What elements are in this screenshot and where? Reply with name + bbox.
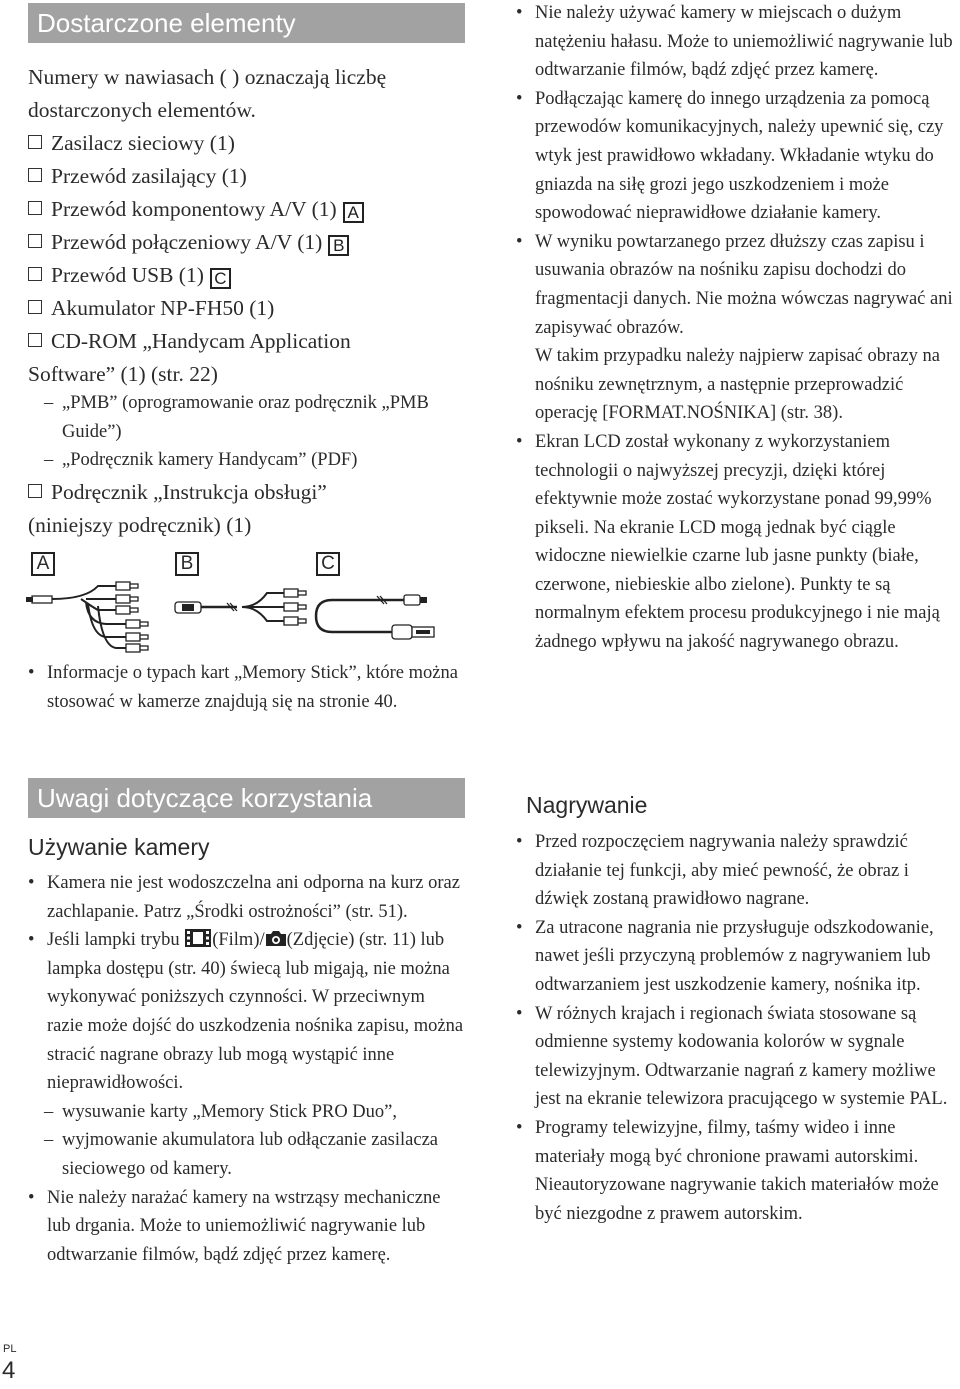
cdrom-sub-1: – „PMB” (oprogramowanie oraz podręcznik „PMB Guide”) bbox=[28, 389, 465, 446]
note-dash-2: – wyjmowanie akumulatora lub odłączanie zasilacza sieciowego od kamery. bbox=[28, 1126, 465, 1183]
camera-usage-notes bbox=[28, 869, 465, 1269]
film-mode-icon bbox=[184, 928, 212, 948]
note-test-recording: • Przed rozpoczęciem nagrywania należy sprawdzić działanie tej funkcji, aby mieć pewność, że obraz i dźwięk zostaną prawidłowo nagrane. bbox=[516, 828, 956, 914]
manual-line-2: (niniejszy podręcznik) (1) bbox=[28, 513, 252, 537]
note-noise: • Nie należy używać kamery w miejscach o dużym natężeniu hałasu. Może to uniemożliwić nagrywanie lub odtwarzanie filmów, bądź zdjęć przez kamerę. bbox=[516, 0, 956, 85]
photo-mode-icon bbox=[265, 929, 287, 947]
checkbox-icon bbox=[28, 333, 42, 347]
label-c-icon: C bbox=[210, 268, 231, 289]
component-av-cable-image bbox=[26, 578, 156, 656]
subheading-using-camera: Używanie kamery bbox=[28, 834, 210, 860]
cdrom-contents bbox=[28, 389, 465, 475]
note-cables: • Podłączając kamerę do innego urządzenia za pomocą przewodów komunikacyjnych, należy upewnić się, czy wtyk jest prawidłowo wkładany. Wkładanie wtyku do gniazda na siłę grozi jego uszkodzeniem i może spowodować nieprawidłowe działanie kamery. bbox=[516, 85, 956, 228]
item-2: Przewód zasilający (1) bbox=[28, 160, 465, 193]
checkbox-icon bbox=[28, 135, 42, 149]
section-title-supplied-items: Dostarczone elementy bbox=[28, 3, 465, 43]
note-fragmentation: • W wyniku powtarzanego przez dłuższy czas zapisu i usuwania obrazów na nośniku zapisu dochodzi do fragmentacji danych. Nie można wówczas nagrywać ani zapisywać obrazów. W takim przypadku należy najpierw zapisać obrazy na nośniku zewnętrznym, a następnie przeprowadzić operację [FORMAT.NOŚNIKA] (str. 38). bbox=[516, 228, 956, 428]
checkbox-icon bbox=[28, 300, 42, 314]
checkbox-icon bbox=[28, 201, 42, 215]
note-dash-1: – wysuwanie karty „Memory Stick PRO Duo”, bbox=[28, 1098, 465, 1127]
note-waterproof: • Kamera nie jest wodoszczelna ani odporna na kurz oraz zachlapanie. Patrz „Środki ostrożności” (str. 51). bbox=[28, 869, 465, 926]
intro-text: Numery w nawiasach ( ) oznaczają liczbę dostarczonych elementów. bbox=[28, 65, 387, 122]
item-3: Przewód komponentowy A/V (1) A bbox=[28, 193, 465, 226]
image-label-b: B bbox=[175, 552, 199, 576]
note-lamps: • Jeśli lampki trybu (Film)/ (Zdjęcie) (str. 11) lub lampka dostępu (str. 40) świecą lub migają, nie można wykonywać poniższych czynności. W przeciwnym razie może dojść do uszkodzenia nośnika zapisu, można stracić nagrane obrazy lub mogą wystąpić inne nieprawidłowości. bbox=[28, 926, 465, 1098]
item-1: Zasilacz sieciowy (1) bbox=[28, 127, 465, 160]
memory-stick-bullet: • Informacje o typach kart „Memory Stick”, które można stosować w kamerze znajdują się na stronie 40. bbox=[28, 659, 465, 716]
item-cdrom: CD-ROM „Handycam Application bbox=[28, 325, 465, 358]
note-shock: • Nie należy narażać kamery na wstrząsy mechaniczne lub drgania. Może to uniemożliwić nagrywanie lub odtwarzanie filmów, bądź zdjęć przez kamerę. bbox=[28, 1184, 465, 1270]
note-color-systems: • W różnych krajach i regionach świata stosowane są odmienne systemy kodowania kolorów w sygnale telewizyjnym. Odtwarzanie nagrań z kamery możliwe jest na ekranie telewizora pracującego w systemie PAL. bbox=[516, 1000, 956, 1114]
recording-notes bbox=[516, 828, 956, 1228]
label-a-icon: A bbox=[343, 202, 364, 223]
item-4: Przewód połączeniowy A/V (1) B bbox=[28, 226, 465, 259]
supplied-items-list bbox=[28, 61, 465, 391]
subheading-recording: Nagrywanie bbox=[526, 792, 648, 818]
checkbox-icon bbox=[28, 267, 42, 281]
language-code: PL bbox=[3, 1343, 17, 1355]
image-label-a: A bbox=[31, 552, 55, 576]
image-label-c: C bbox=[316, 552, 340, 576]
checkbox-icon bbox=[28, 234, 42, 248]
checkbox-icon bbox=[28, 484, 42, 498]
manual-item bbox=[28, 476, 465, 542]
av-connection-cable-image bbox=[172, 584, 312, 632]
section-title-usage-notes: Uwagi dotyczące korzystania bbox=[28, 778, 465, 818]
item-5: Przewód USB (1) C bbox=[28, 259, 465, 292]
page-number: 4 bbox=[2, 1357, 16, 1384]
label-b-icon: B bbox=[328, 235, 349, 256]
note-lcd: • Ekran LCD został wykonany z wykorzystaniem technologii o najwyższej precyzji, dzięki której efektywnie może zostać wykorzystane ponad 99,99% pikseli. Na ekranie LCD mogą jednak być ciągle widoczne niewielkie czarne lub jasne punkty (białe, czerwone, niebieskie albo zielone). Punkty te są normalnym efektem procesu produkcyjnego i nie mają żadnego wpływu na jakość nagrywanego obrazu. bbox=[516, 428, 956, 657]
manual-line-1: Podręcznik „Instrukcja obsługi” bbox=[28, 476, 465, 509]
note-compensation: • Za utracone nagrania nie przysługuje odszkodowanie, nawet jeśli przyczyną problemów z nagrywaniem lub odtwarzaniem jest uszkodzenie kamery, nośnika itp. bbox=[516, 914, 956, 1000]
cdrom-sub-2: – „Podręcznik kamery Handycam” (PDF) bbox=[28, 446, 465, 475]
usb-cable-image bbox=[312, 590, 440, 642]
item-cdrom-cont: Software” (1) (str. 22) bbox=[28, 362, 218, 386]
memory-stick-note bbox=[28, 659, 465, 716]
note-copyright: • Programy telewizyjne, filmy, taśmy wideo i inne materiały mogą być chronione prawami autorskimi. Nieautoryzowane nagrywanie takich materiałów może być niezgodne z prawem autorskim. bbox=[516, 1114, 956, 1228]
checkbox-icon bbox=[28, 168, 42, 182]
item-6: Akumulator NP-FH50 (1) bbox=[28, 292, 465, 325]
camera-usage-notes-cont bbox=[516, 0, 956, 657]
